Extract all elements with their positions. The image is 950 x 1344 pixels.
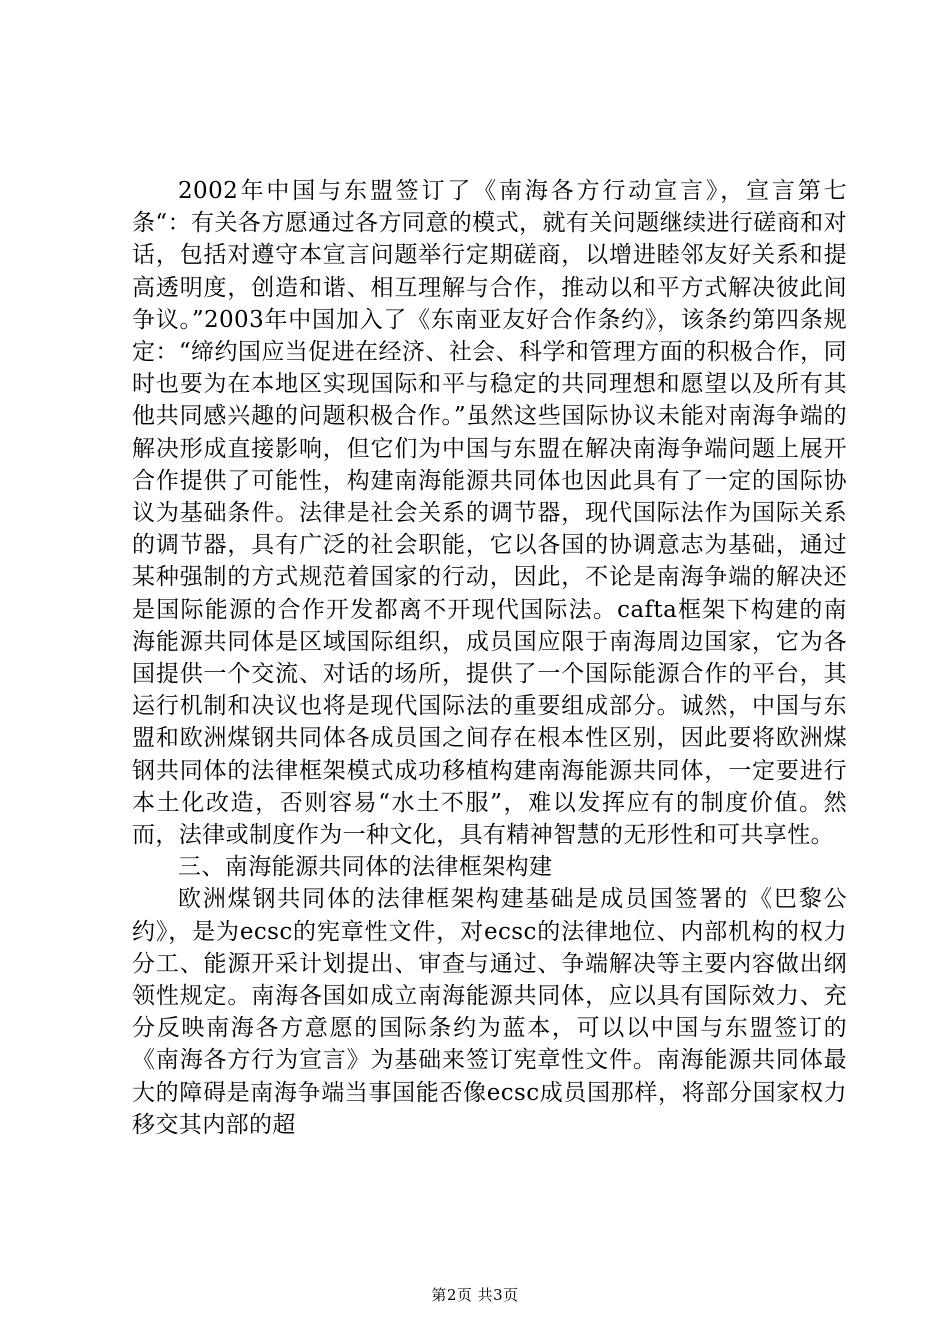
- document-body: [132, 175, 847, 1141]
- body-paragraph-2: 欧洲煤钢共同体的法律框架构建基础是成员国签署的《巴黎公约》，是为ecsc的宪章性文件，对ecsc的法律地位、内部机构的权力分工、能源开采计划提出、审查与通过、争端解决等主要内容做出纲领性规定。南海各国如成立南海能源共同体，应以具有国际效力、充分反映南海各方意愿的国际条约为蓝本，可以以中国与东盟签订的《南海各方行为宣言》为基础来签订宪章性文件。南海能源共同体最大的障碍是南海争端当事国能否像ecsc成员国那样，将部分国家权力移交其内部的超: [132, 886, 847, 1138]
- page-footer: 第2页 共3页: [431, 1286, 519, 1304]
- section-heading: 三、南海能源共同体的法律框架构建: [178, 854, 553, 881]
- body-paragraph-1: 2002年中国与东盟签订了《南海各方行动宣言》，宣言第七条“：有关各方愿通过各方同意的模式，就有关问题继续进行磋商和对话，包括对遵守本宣言问题举行定期磋商，以增进睦邻友好关系和提高透明度，创造和谐、相互理解与合作，推动以和平方式解决彼此间争议。”2003年中国加入了《东南亚友好合作条约》，该条约第四条规定：“缔约国应当促进在经济、社会、科学和管理方面的积极合作，同时也要为在本地区实现国际和平与稳定的共同理想和愿望以及所有其他共同感兴趣的问题积极合作。”虽然这些国际协议未能对南海争端的解决形成直接影响，但它们为中国与东盟在解决南海争端问题上展开合作提供了可能性，构建南海能源共同体也因此具有了一定的国际协议为基础条件。法律是社会关系的调节器，现代国际法作为国际关系的调节器，具有广泛的社会职能，它以各国的协调意志为基础，通过某种强制的方式规范着国家的行动，因此，不论是南海争端的解决还是国际能源的合作开发都离不开现代国际法。cafta框架下构建的南海能源共同体是区域国际组织，成员国应限于南海周边国家，它为各国提供一个交流、对话的场所，提供了一个国际能源合作的平台，其运行机制和决议也将是现代国际法的重要组成部分。诚然，中国与东盟和欧洲煤钢共同体各成员国之间存在根本性区别，因此要将欧洲煤钢共同体的法律框架模式成功移植构建南海能源共同体，一定要进行本土化改造，否则容易“水土不服”，难以发挥应有的制度价值。然而，法律或制度作为一种文化，具有精神智慧的无形性和可共享性。: [132, 178, 847, 849]
